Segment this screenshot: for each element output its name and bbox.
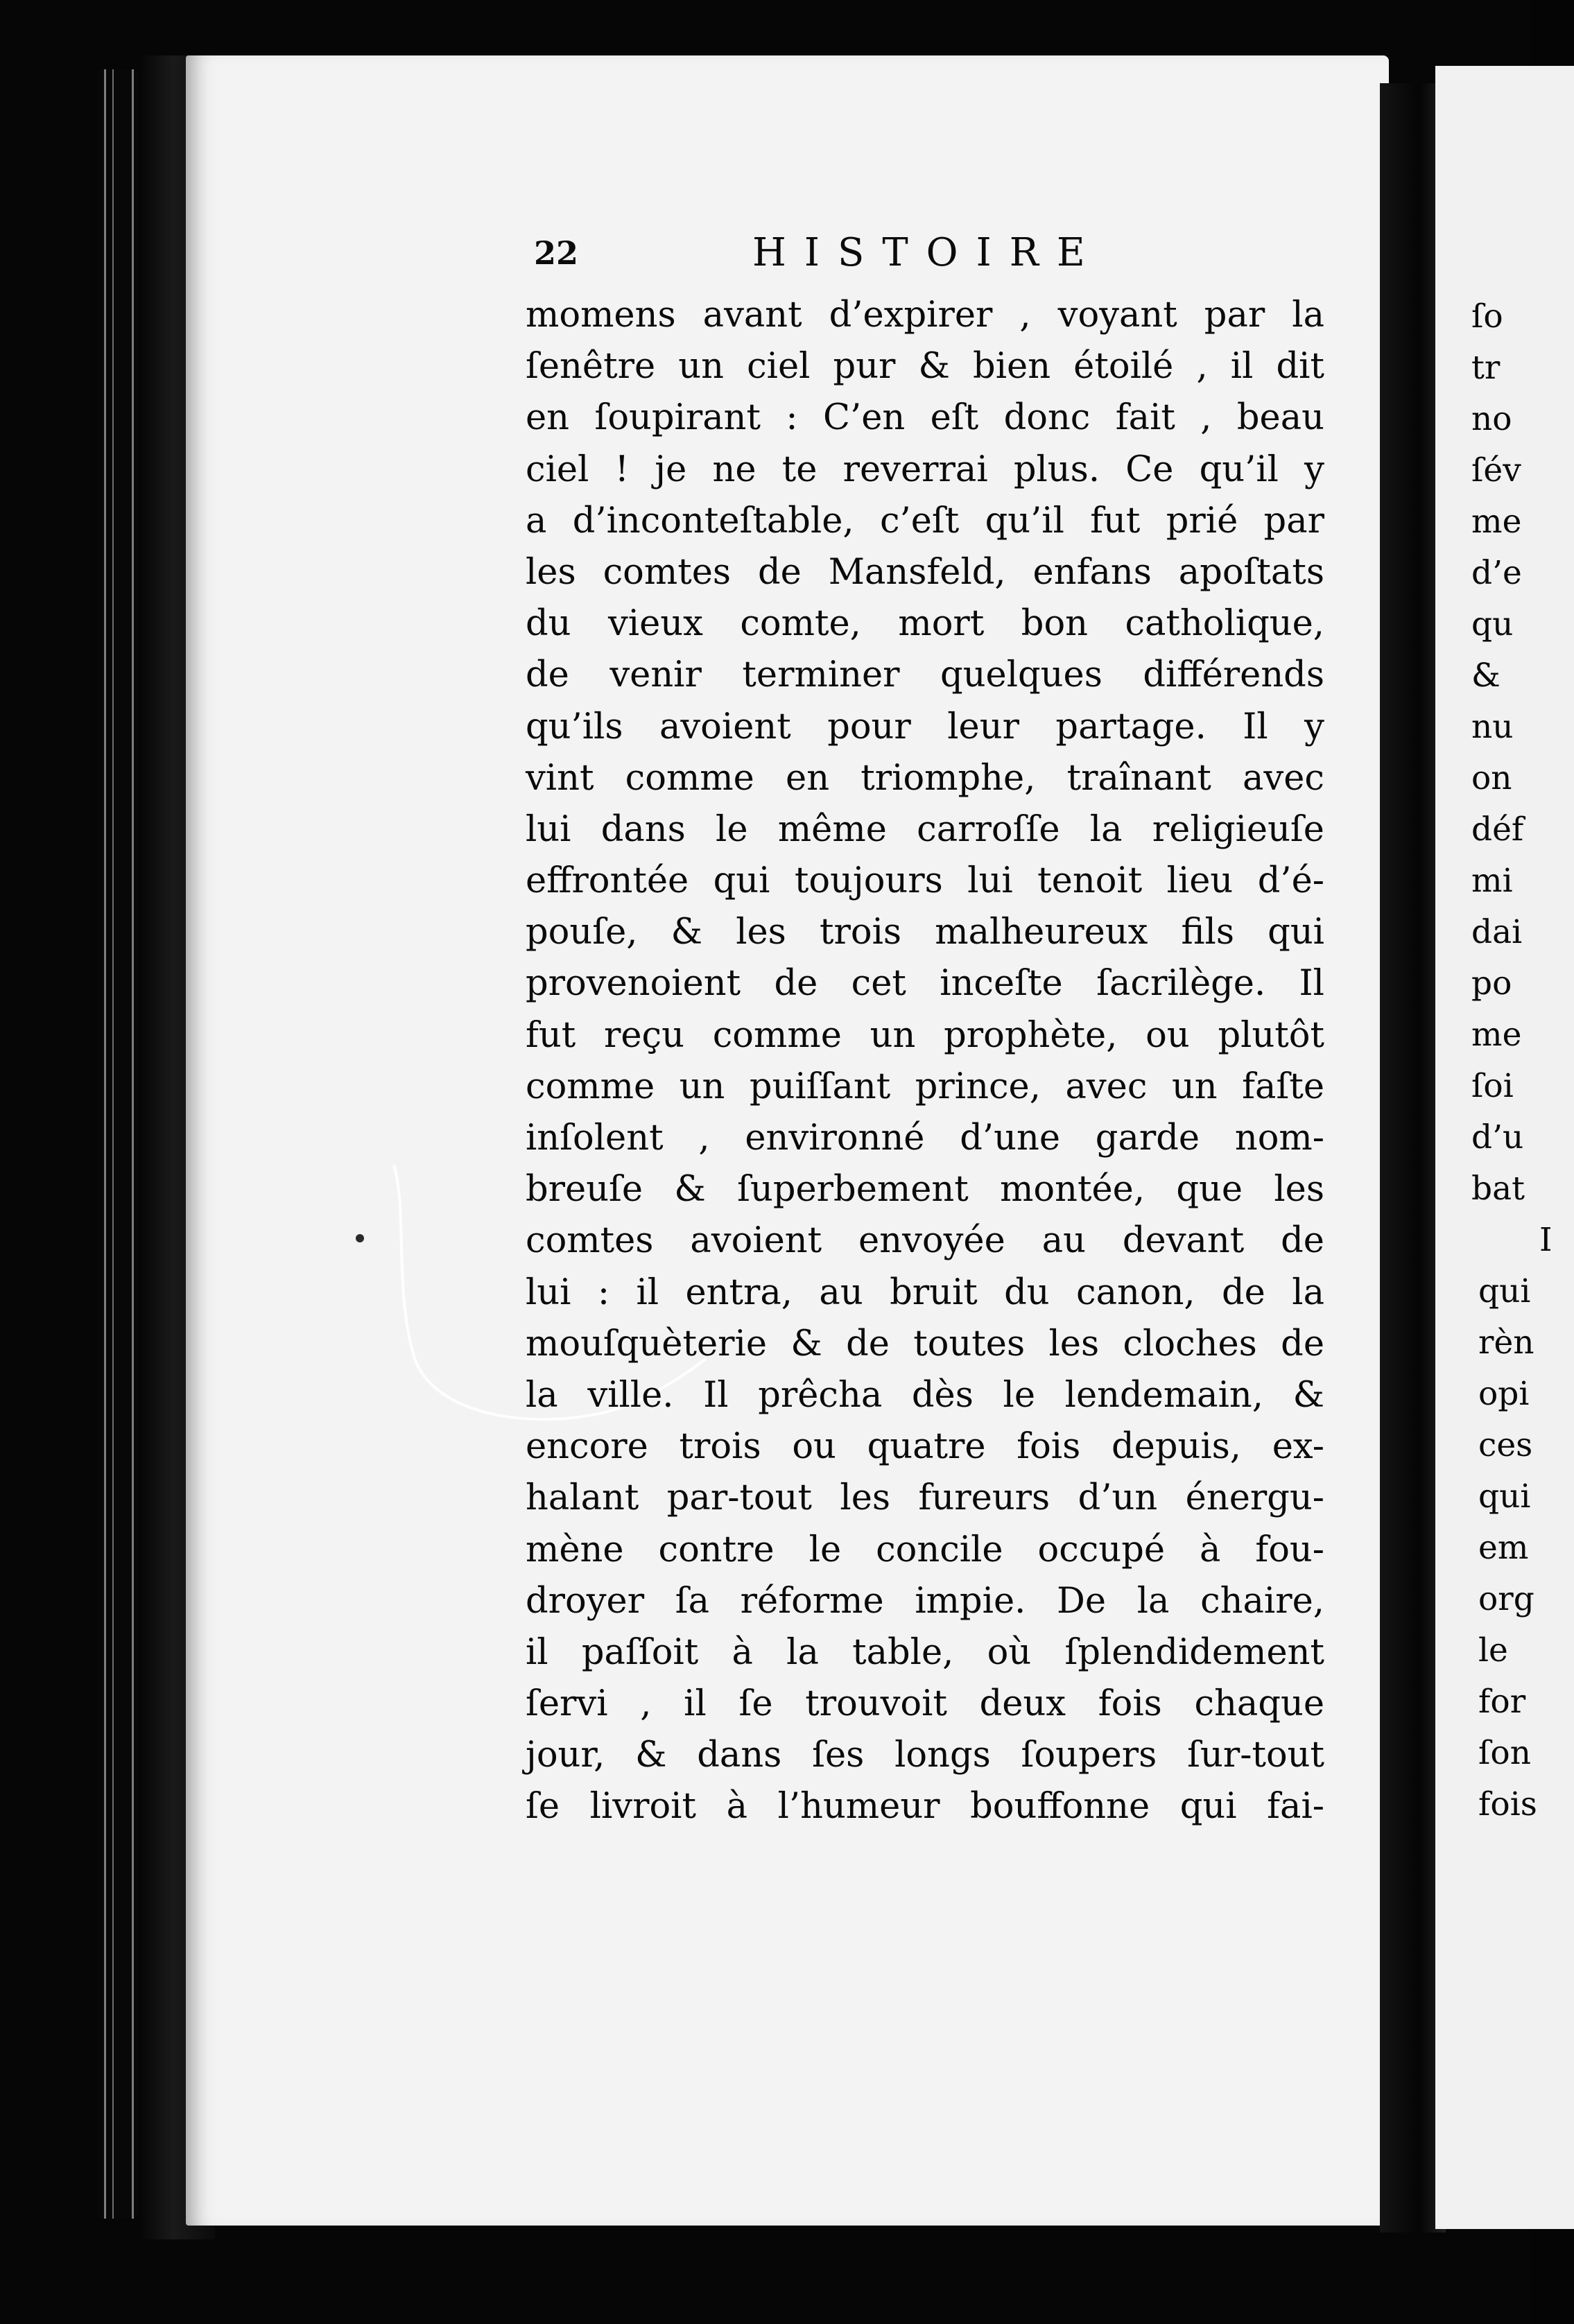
fragment-line: me <box>1471 503 1522 541</box>
fragment-line: mi <box>1471 862 1513 900</box>
fragment-line: rèn <box>1478 1324 1534 1362</box>
text-line: ſenêtre un ciel pur & bien étoilé , il dit <box>526 346 1324 388</box>
text-line: droyer ſa réforme impie. De la chaire, <box>526 1580 1324 1622</box>
text-line: halant par-tout les fureurs d’un énergu- <box>526 1477 1324 1519</box>
fragment-line: for <box>1478 1683 1526 1721</box>
text-line: en ſoupirant : C’en eſt donc fait , beau <box>526 397 1324 439</box>
fragment-line: tr <box>1471 349 1501 387</box>
text-line: lui dans le même carroſſe la religieuſe <box>526 808 1324 850</box>
fragment-line: I <box>1539 1221 1553 1259</box>
text-line: mène contre le concile occupé à fou- <box>526 1529 1324 1570</box>
text-line: mouſquèterie & de toutes les cloches de <box>526 1323 1324 1364</box>
fragment-line: on <box>1471 759 1512 797</box>
fragment-line: le <box>1478 1631 1508 1670</box>
fragment-line: d’u <box>1471 1118 1524 1156</box>
fragment-line: org <box>1478 1580 1534 1618</box>
ink-speck <box>356 1234 364 1242</box>
fragment-line: ſoi <box>1471 1067 1514 1105</box>
text-line: vint comme en triomphe, traînant avec <box>526 757 1324 799</box>
text-line: inſolent , environné d’une garde nom- <box>526 1118 1324 1159</box>
text-line: provenoient de cet inceſte ſacrilège. Il <box>526 963 1324 1005</box>
right-page-fragment <box>1435 66 1574 2229</box>
fragment-line: bat <box>1471 1170 1525 1208</box>
running-head: HISTOIRE <box>752 230 1103 275</box>
body-text <box>526 290 1324 1833</box>
fragment-line: no <box>1471 400 1512 438</box>
text-line: pouſe, & les trois malheureux fils qui <box>526 912 1324 953</box>
fragment-line: déf <box>1471 810 1524 849</box>
fragment-line: nu <box>1471 708 1514 746</box>
fragment-line: & <box>1471 657 1501 695</box>
text-line: momens avant d’expirer , voyant par la <box>526 295 1324 336</box>
text-line: qu’ils avoient pour leur partage. Il y <box>526 706 1324 747</box>
fragment-line: ſév <box>1471 451 1521 489</box>
fragment-line: po <box>1471 964 1512 1003</box>
text-line: breuſe & ſuperbement montée, que les <box>526 1169 1324 1211</box>
text-line: de venir terminer quelques différends <box>526 654 1324 696</box>
text-line: fut reçu comme un prophète, ou plutôt <box>526 1014 1324 1056</box>
page-number: 22 <box>534 234 579 272</box>
text-line: effrontée qui toujours lui tenoit lieu d’é- <box>526 860 1324 902</box>
text-line: a d’inconteſtable, c’eſt qu’il fut prié par <box>526 500 1324 541</box>
fragment-line: em <box>1478 1529 1529 1567</box>
fragment-line: fois <box>1478 1785 1537 1823</box>
text-line: du vieux comte, mort bon catholique, <box>526 603 1324 645</box>
text-line: ſervi , il ſe trouvoit deux fois chaque <box>526 1683 1324 1725</box>
fragment-line: d’e <box>1471 554 1522 592</box>
text-line: lui : il entra, au bruit du canon, de la <box>526 1272 1324 1313</box>
fragment-line: dai <box>1471 913 1523 951</box>
text-line: la ville. Il prêcha dès le lendemain, & <box>526 1374 1324 1416</box>
fragment-line: me <box>1471 1016 1522 1054</box>
text-line: les comtes de Mansfeld, enfans apoſtats <box>526 551 1324 593</box>
fragment-line: ſo <box>1471 297 1503 336</box>
fragment-line: ſon <box>1478 1734 1531 1772</box>
fragment-line: qu <box>1471 605 1514 643</box>
fragment-line: qui <box>1478 1272 1531 1310</box>
fragment-line: opi <box>1478 1375 1530 1413</box>
text-line: ciel ! je ne te reverrai plus. Ce qu’il y <box>526 449 1324 490</box>
text-line: comtes avoient envoyée au devant de <box>526 1220 1324 1262</box>
fragment-line: qui <box>1478 1477 1531 1516</box>
text-line: il paſſoit à la table, où ſplendidement <box>526 1631 1324 1673</box>
text-line: encore trois ou quatre fois depuis, ex- <box>526 1426 1324 1468</box>
text-line: jour, & dans ſes longs ſoupers ſur-tout <box>526 1735 1324 1776</box>
text-line: ſe livroit à l’humeur bouffonne qui fai- <box>526 1786 1324 1828</box>
text-line: comme un puiſſant prince, avec un faſte <box>526 1066 1324 1107</box>
fragment-line: ces <box>1478 1426 1533 1464</box>
